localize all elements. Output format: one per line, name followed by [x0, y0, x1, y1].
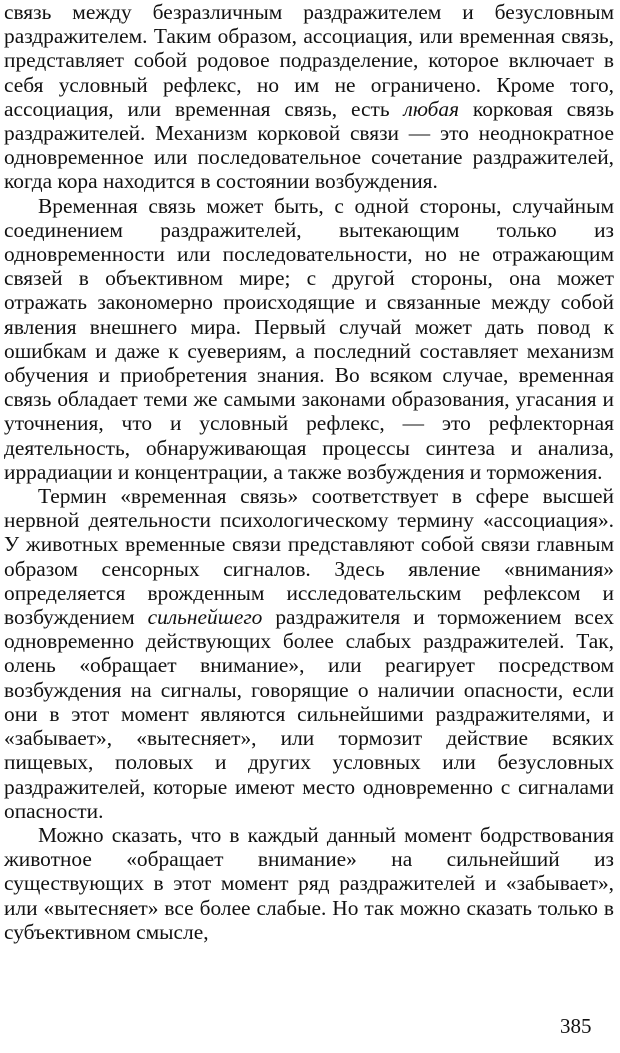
paragraph-3	[4, 484, 614, 823]
paragraph-3-italic-silneyshego: сильнейшего	[147, 605, 263, 630]
paragraph-4-text: Можно сказать, что в каждый данный момент бодрствования животное «обращает внимание» на сильнейший из существующих в этот момент ряд раздражителей и «забывает», или «вытесняет» все более слабые. Но так можно сказать только в субъективном смысле,	[4, 822, 614, 944]
paragraph-3-text-b: раздражителя и торможением всех одновременно действующих более слабых раздражителей. Так, олень «обращает внимание», или реагирует посредством возбуждения на сигналы, говорящие о наличии опасности, если они в этот момент являются сильнейшими раздражителями, и «забывает», «вытесняет», или тормозит действие всяких пищевых, половых и других условных или безусловных раздражителей, которые имеют место одновременно с сигналами опасности.	[4, 605, 614, 823]
paragraph-1	[4, 0, 614, 194]
paragraph-3-text-a: Термин «временная связь» соответствует в сфере высшей нервной деятельности психологическому термину «ассоциация». У животных временные связи представляют собой связи главным образом сенсорных сигналов. Здесь явление «внимания» определяется врожденным исследовательским рефлексом и возбуждением	[4, 484, 614, 630]
paragraph-4	[4, 823, 614, 944]
paragraph-1-text-b: корковая связь раздражителей. Механизм корковой связи — это неоднократное одновременное или последовательное сочетание раздражителей, когда кора находится в состоянии возбуждения.	[4, 96, 614, 194]
paragraph-1-italic-lyubaya: любая	[403, 96, 460, 121]
page-body	[4, 0, 614, 944]
paragraph-1-text-a: связь между безразличным раздражителем и безусловным раздражителем. Таким образом, ассоциация, или временная связь, представляет собой родовое подразделение, которое включает в себя условный рефлекс, но им не ограничено. Кроме того, ассоциация, или временная связь, есть	[4, 0, 614, 121]
page-number: 385	[560, 1014, 592, 1038]
paragraph-2-text: Временная связь может быть, с одной стороны, случайным соединением раздражителей, вытекающим только из одновременности или последовательности, но не отражающим связей в объективном мире; с другой стороны, она может отражать закономерно происходящие и связанные между собой явления внешнего мира. Первый случай может дать повод к ошибкам и даже к суевериям, а последний составляет механизм обучения и приобретения знания. Во всяком случае, временная связь обладает теми же самыми законами образования, угасания и уточнения, что и условный рефлекс, — это рефлекторная деятельность, обнаруживающая процессы синтеза и анализа, иррадиации и концентрации, а также возбуждения и торможения.	[4, 193, 614, 484]
paragraph-2	[4, 194, 614, 484]
